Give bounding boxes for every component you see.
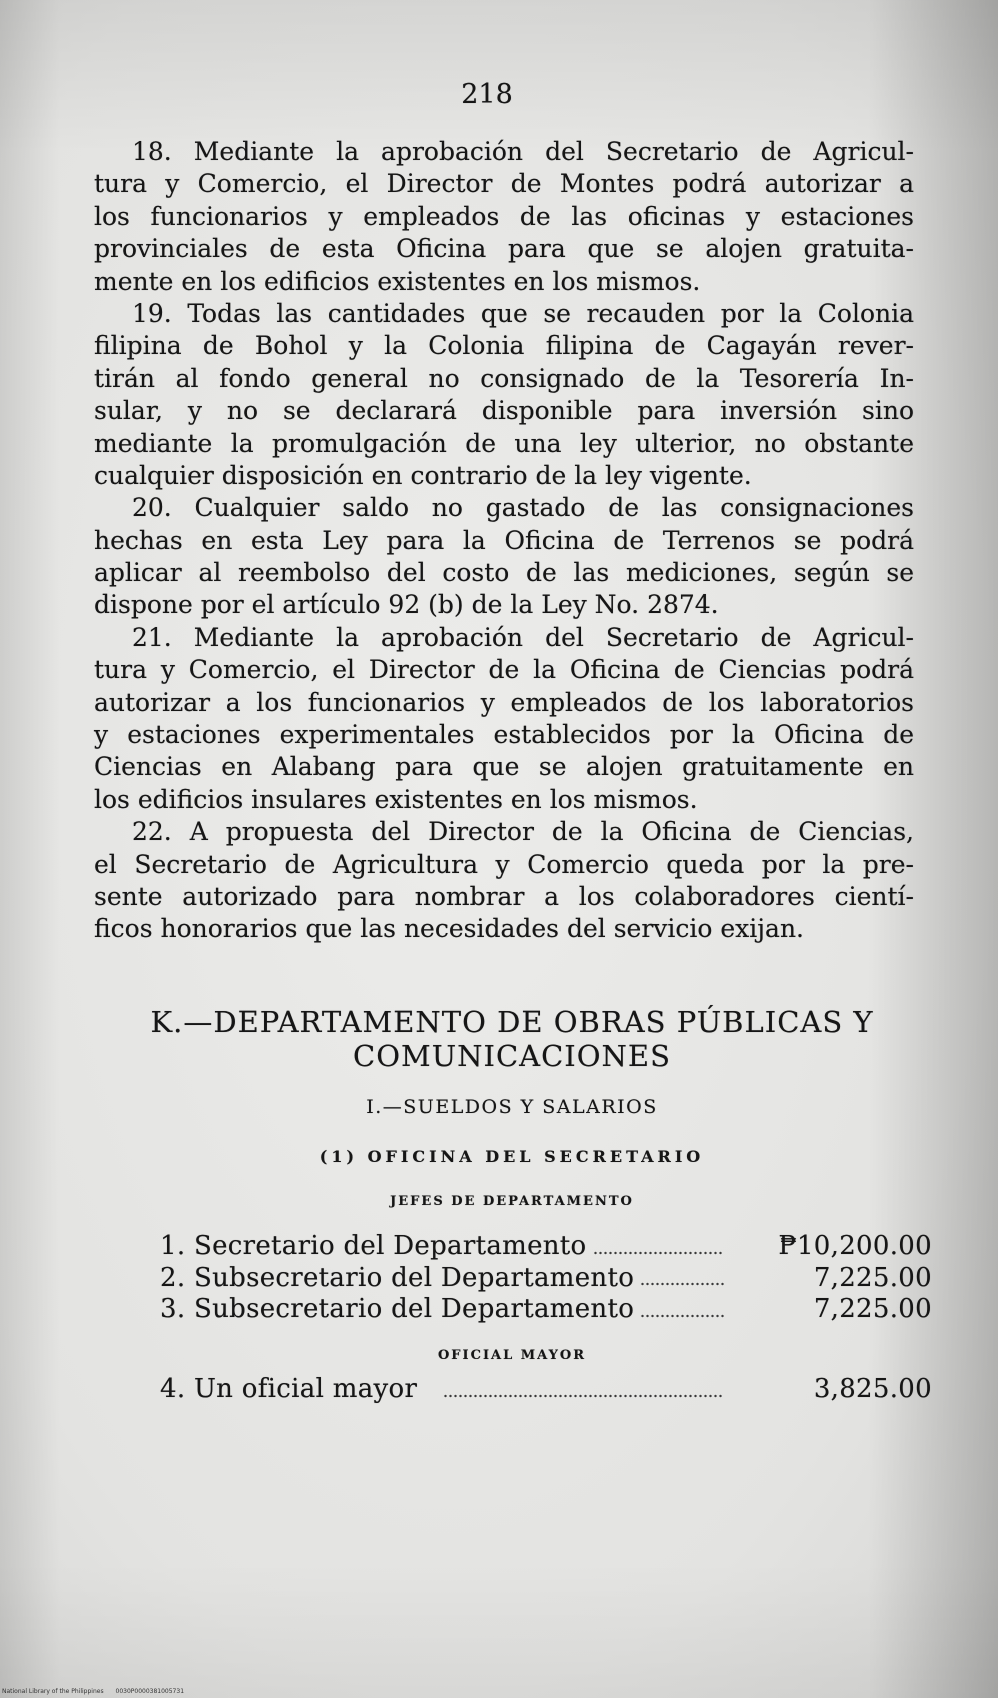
text-line: 20. Cualquier saldo no gastado de las consignaciones [132, 493, 914, 523]
dot-leader [640, 1294, 724, 1326]
paragraph-20 [94, 492, 914, 622]
section-subheading: I.—SUELDOS Y SALARIOS [366, 1096, 658, 1118]
text-line: cualquier disposición en contrario de la ley vigente. [94, 460, 752, 490]
dot-leader [443, 1374, 724, 1406]
dot-leader [640, 1263, 724, 1295]
text-line: tura y Comercio, el Director de Montes podrá autorizar a [94, 169, 914, 199]
page-number: 218 [461, 79, 513, 110]
position-label: 3. Subsecretario del Departamento [160, 1294, 635, 1324]
text-line: provinciales de esta Oficina para que se alojen gratuita- [94, 234, 914, 264]
position-label: 1. Secretario del Departamento [160, 1231, 587, 1261]
text-line: Ciencias en Alabang para que se alojen gratuitamente en [94, 752, 914, 782]
footer-source: National Library of the Philippines [2, 1688, 104, 1695]
office-heading: (1) OFICINA DEL SECRETARIO [319, 1147, 705, 1166]
dot-leader [593, 1231, 724, 1263]
salary-list [160, 1231, 932, 1326]
text-line: los edificios insulares existentes en los mismos. [94, 784, 698, 814]
text-line: ficos honorarios que las necesidades del servicio exijan. [94, 914, 804, 944]
salary-amount: 7,225.00 [813, 1262, 932, 1293]
group-title: JEFES DE DEPARTAMENTO [390, 1194, 634, 1209]
footer-id: 0030P0000381005731 [115, 1688, 185, 1695]
section-heading-line: COMUNICACIONES [353, 1039, 671, 1073]
salary-row [160, 1263, 932, 1295]
scan-footer [2, 1688, 184, 1696]
salary-row [160, 1374, 932, 1406]
text-line: 18. Mediante la aprobación del Secretario de Agricul- [132, 137, 914, 166]
text-line: y estaciones experimentales establecidos por la Oficina de [94, 720, 914, 750]
salary-list [160, 1374, 932, 1406]
salary-row [160, 1294, 932, 1326]
text-line: tura y Comercio, el Director de la Oficina de Ciencias podrá [94, 655, 914, 685]
text-line: tirán al fondo general no consignado de la Tesorería In- [94, 363, 914, 393]
position-label: 4. Un oficial mayor [160, 1374, 418, 1404]
text-line: autorizar a los funcionarios y empleados de los laboratorios [94, 687, 914, 717]
paragraph-19 [94, 298, 914, 492]
text-line: sular, y no se declarará disponible para inversión sino [94, 396, 914, 426]
body-text [94, 136, 914, 946]
salary-amount: ₱10,200.00 [778, 1231, 932, 1261]
text-line: filipina de Bohol y la Colonia filipina de Cagayán rever- [94, 331, 914, 361]
paragraph-18 [94, 136, 914, 298]
section-heading-line: K.—DEPARTAMENTO DE OBRAS PÚBLICAS Y [150, 1005, 874, 1039]
section-heading [102, 1005, 922, 1073]
text-line: 22. A propuesta del Director de la Oficina de Ciencias, [132, 817, 914, 847]
text-line: el Secretario de Agricultura y Comercio queda por la pre- [94, 849, 914, 879]
text-line: aplicar al reembolso del costo de las mediciones, según se [94, 558, 914, 588]
text-line: 19. Todas las cantidades que se recauden por la Colonia [132, 298, 914, 328]
text-line: mente en los edificios existentes en los mismos. [94, 266, 701, 296]
salary-amount: 3,825.00 [813, 1374, 932, 1404]
text-line: sente autorizado para nombrar a los colaboradores cientí- [94, 881, 914, 911]
paragraph-21 [94, 622, 914, 816]
paragraph-22 [94, 816, 914, 946]
salary-amount: 7,225.00 [813, 1294, 932, 1324]
text-line: mediante la promulgación de una ley ulterior, no obstante [94, 428, 914, 458]
text-line: 21. Mediante la aprobación del Secretario de Agricul- [132, 622, 914, 652]
text-line: dispone por el artículo 92 (b) de la Ley No. 2874. [94, 590, 719, 620]
group-title: OFICIAL MAYOR [437, 1348, 587, 1363]
text-line: hechas en esta Ley para la Oficina de Terrenos se podrá [94, 525, 914, 555]
salary-row [160, 1231, 932, 1263]
text-line: los funcionarios y empleados de las oficinas y estaciones [94, 201, 914, 231]
position-label: 2. Subsecretario del Departamento [160, 1262, 635, 1293]
